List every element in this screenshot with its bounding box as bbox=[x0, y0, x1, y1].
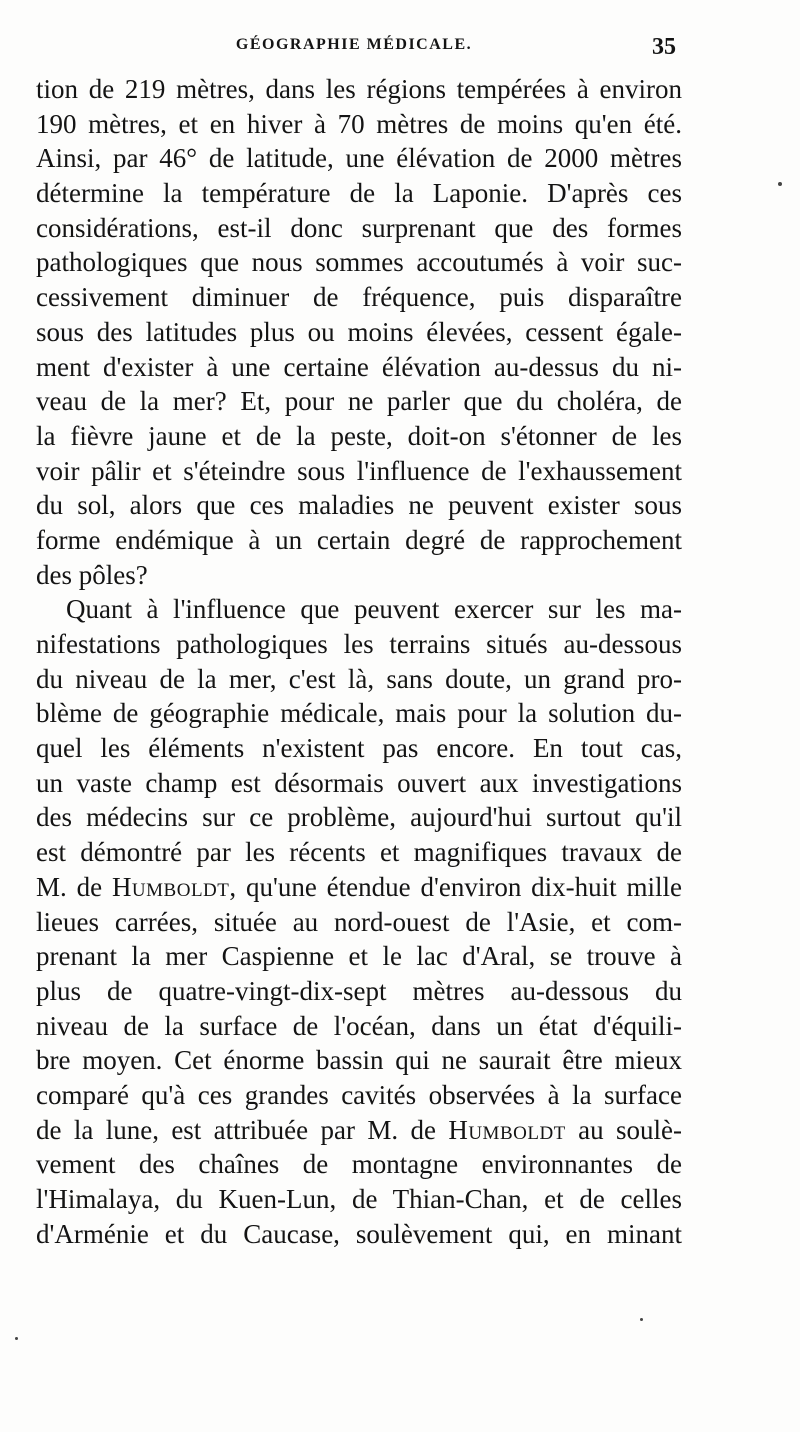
page-number: 35 bbox=[652, 34, 676, 60]
text-line: pathologiques que nous sommes accoutumés à voir suc- bbox=[36, 247, 682, 278]
body-text bbox=[36, 72, 682, 1251]
text-line: d'Arménie et du Caucase, soulèvement qui, en minant bbox=[36, 1218, 682, 1249]
text-line: la fièvre jaune et de la peste, doit-on s'étonner de les bbox=[36, 420, 682, 451]
text-line: tion de 219 mètres, dans les régions tempérées à environ bbox=[36, 74, 682, 104]
paragraph-2 bbox=[36, 592, 682, 1251]
text-line: M. de Humboldt, qu'une étendue d'environ dix-huit mille bbox=[36, 871, 682, 902]
text-line: niveau de la surface de l'océan, dans un état d'équili- bbox=[36, 1010, 682, 1041]
text-line: des pôles? bbox=[36, 559, 148, 590]
text-line: des médecins sur ce problème, aujourd'hui surtout qu'il bbox=[36, 802, 682, 833]
text-line: détermine la température de la Laponie. D'après ces bbox=[36, 178, 682, 209]
text-line: voir pâlir et s'éteindre sous l'influence de l'exhaussement bbox=[36, 455, 682, 486]
paper-speck bbox=[15, 1337, 18, 1340]
text-line: plus de quatre-vingt-dix-sept mètres au-dessous du bbox=[36, 975, 682, 1006]
text-line: Quant à l'influence que peuvent exercer sur les ma- bbox=[66, 594, 682, 625]
text-line: est démontré par les récents et magnifiques travaux de bbox=[36, 837, 682, 868]
text-line: du niveau de la mer, c'est là, sans doute, un grand pro- bbox=[36, 663, 682, 694]
text-line: ment d'exister à une certaine élévation au-dessus du ni- bbox=[36, 351, 682, 382]
text-line: 190 mètres, et en hiver à 70 mètres de moins qu'en été. bbox=[36, 108, 682, 139]
text-line: forme endémique à un certain degré de rapprochement bbox=[36, 524, 682, 555]
text-line: l'Himalaya, du Kuen-Lun, de Thian-Chan, et de celles bbox=[36, 1184, 682, 1214]
text-line: veau de la mer? Et, pour ne parler que du choléra, de bbox=[36, 386, 682, 417]
text-line: prenant la mer Caspienne et le lac d'Aral, se trouve à bbox=[36, 941, 682, 972]
text-line: sous des latitudes plus ou moins élevées, cessent égale- bbox=[36, 316, 682, 347]
author-name: Humboldt bbox=[111, 871, 230, 902]
page-header bbox=[36, 34, 676, 64]
text-line: vement des chaînes de montagne environnantes de bbox=[36, 1149, 682, 1180]
text-line: du sol, alors que ces maladies ne peuvent exister sous bbox=[36, 490, 682, 521]
text-line: bre moyen. Cet énorme bassin qui ne saurait être mieux bbox=[36, 1045, 682, 1076]
text-line: blème de géographie médicale, mais pour la solution du- bbox=[36, 698, 682, 729]
text-line: un vaste champ est désormais ouvert aux investigations bbox=[36, 767, 682, 798]
paper-speck bbox=[640, 1318, 643, 1321]
text-line: quel les éléments n'existent pas encore. En tout cas, bbox=[36, 733, 682, 764]
author-name: Humboldt bbox=[448, 1114, 566, 1145]
text-line: comparé qu'à ces grandes cavités observées à la surface bbox=[36, 1079, 682, 1110]
text-line: considérations, est-il donc surprenant que des formes bbox=[36, 212, 682, 243]
paragraph-1 bbox=[36, 72, 682, 592]
text-line: Ainsi, par 46° de latitude, une élévation de 2000 mètres bbox=[36, 143, 682, 174]
text-line: nifestations pathologiques les terrains situés au-dessous bbox=[36, 629, 682, 659]
text-line: de la lune, est attribuée par M. de Humboldt au soulè- bbox=[36, 1114, 682, 1145]
running-head: GÉOGRAPHIE MÉDICALE. bbox=[235, 36, 473, 53]
paper-speck bbox=[778, 182, 782, 186]
text-line: cessivement diminuer de fréquence, puis disparaître bbox=[36, 282, 682, 313]
text-line: lieues carrées, située au nord-ouest de l'Asie, et com- bbox=[36, 906, 682, 937]
